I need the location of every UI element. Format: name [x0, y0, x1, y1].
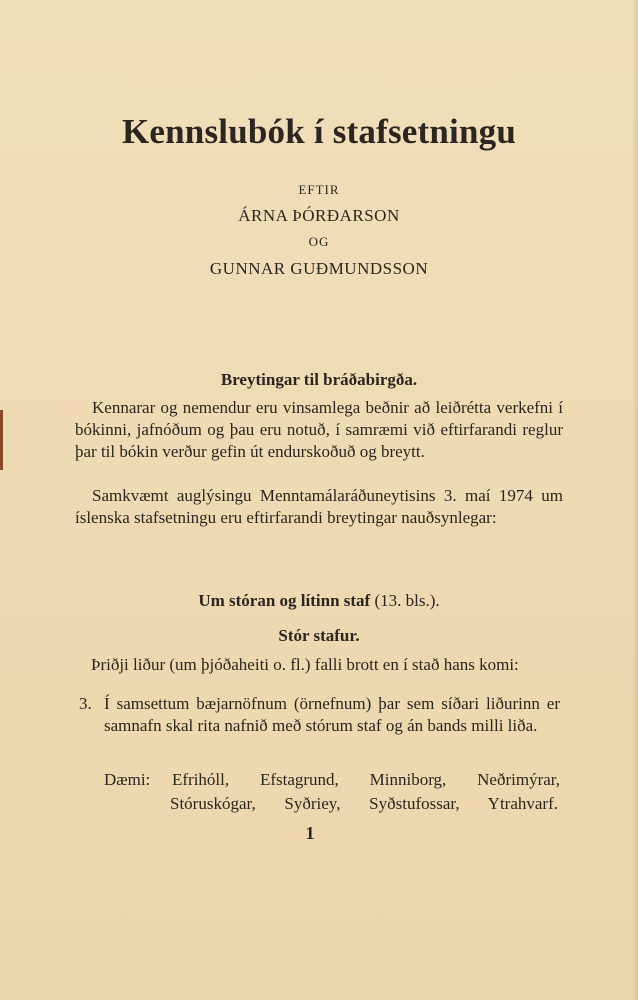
- paragraph-3: Þriðji liður (um þjóðaheiti o. fl.) falli brott en í stað hans komi:: [91, 655, 519, 674]
- example-line-1: Efrihóll, Efstagrund, Minniborg, Neðrimýrar,: [172, 770, 560, 789]
- heading-um-text: Um stóran og lítinn staf: [198, 591, 371, 610]
- byline-og: OG: [308, 234, 330, 249]
- heading-um-page-ref: (13. bls.).: [374, 591, 440, 610]
- author-2: GUNNAR GUÐMUNDSSON: [209, 259, 429, 278]
- author-1: ÁRNA ÞÓRÐARSON: [238, 206, 400, 225]
- heading-stor-stafur: Stór stafur.: [278, 626, 360, 645]
- page-edge-mark: [0, 410, 3, 470]
- example-label: Dæmi:: [104, 770, 151, 789]
- document-title: Kennslubók í stafsetningu: [121, 112, 517, 151]
- heading-breytingar: Breytingar til bráðabirgða.: [220, 370, 418, 389]
- paragraph-2: Samkvæmt auglýsingu Menntamálaráðuneytisins 3. maí 1974 um íslenska stafsetningu eru eftirfarandi breytingar nauðsynlegar:: [75, 486, 563, 527]
- byline-eftir: EFTIR: [298, 182, 340, 197]
- heading-um-storan: [0, 591, 638, 611]
- page-number: 1: [305, 823, 315, 843]
- list-item-number: 3.: [79, 694, 92, 713]
- list-item-text: Í samsettum bæjarnöfnum (örnefnum) þar sem síðari liðurinn er samnafn skal rita nafnið með stórum staf og án bands milli liða.: [104, 694, 560, 735]
- paragraph-1: Kennarar og nemendur eru vinsamlega beðnir að leiðrétta verkefni í bókinni, jafnóðum og þau eru notuð, í samræmi við eftirfarandi reglur þar til bókin verður gefin út endurskoðuð og breytt.: [75, 398, 563, 461]
- example-line-2: Stóruskógar, Syðriey, Syðstufossar, Ytrahvarf.: [170, 794, 558, 813]
